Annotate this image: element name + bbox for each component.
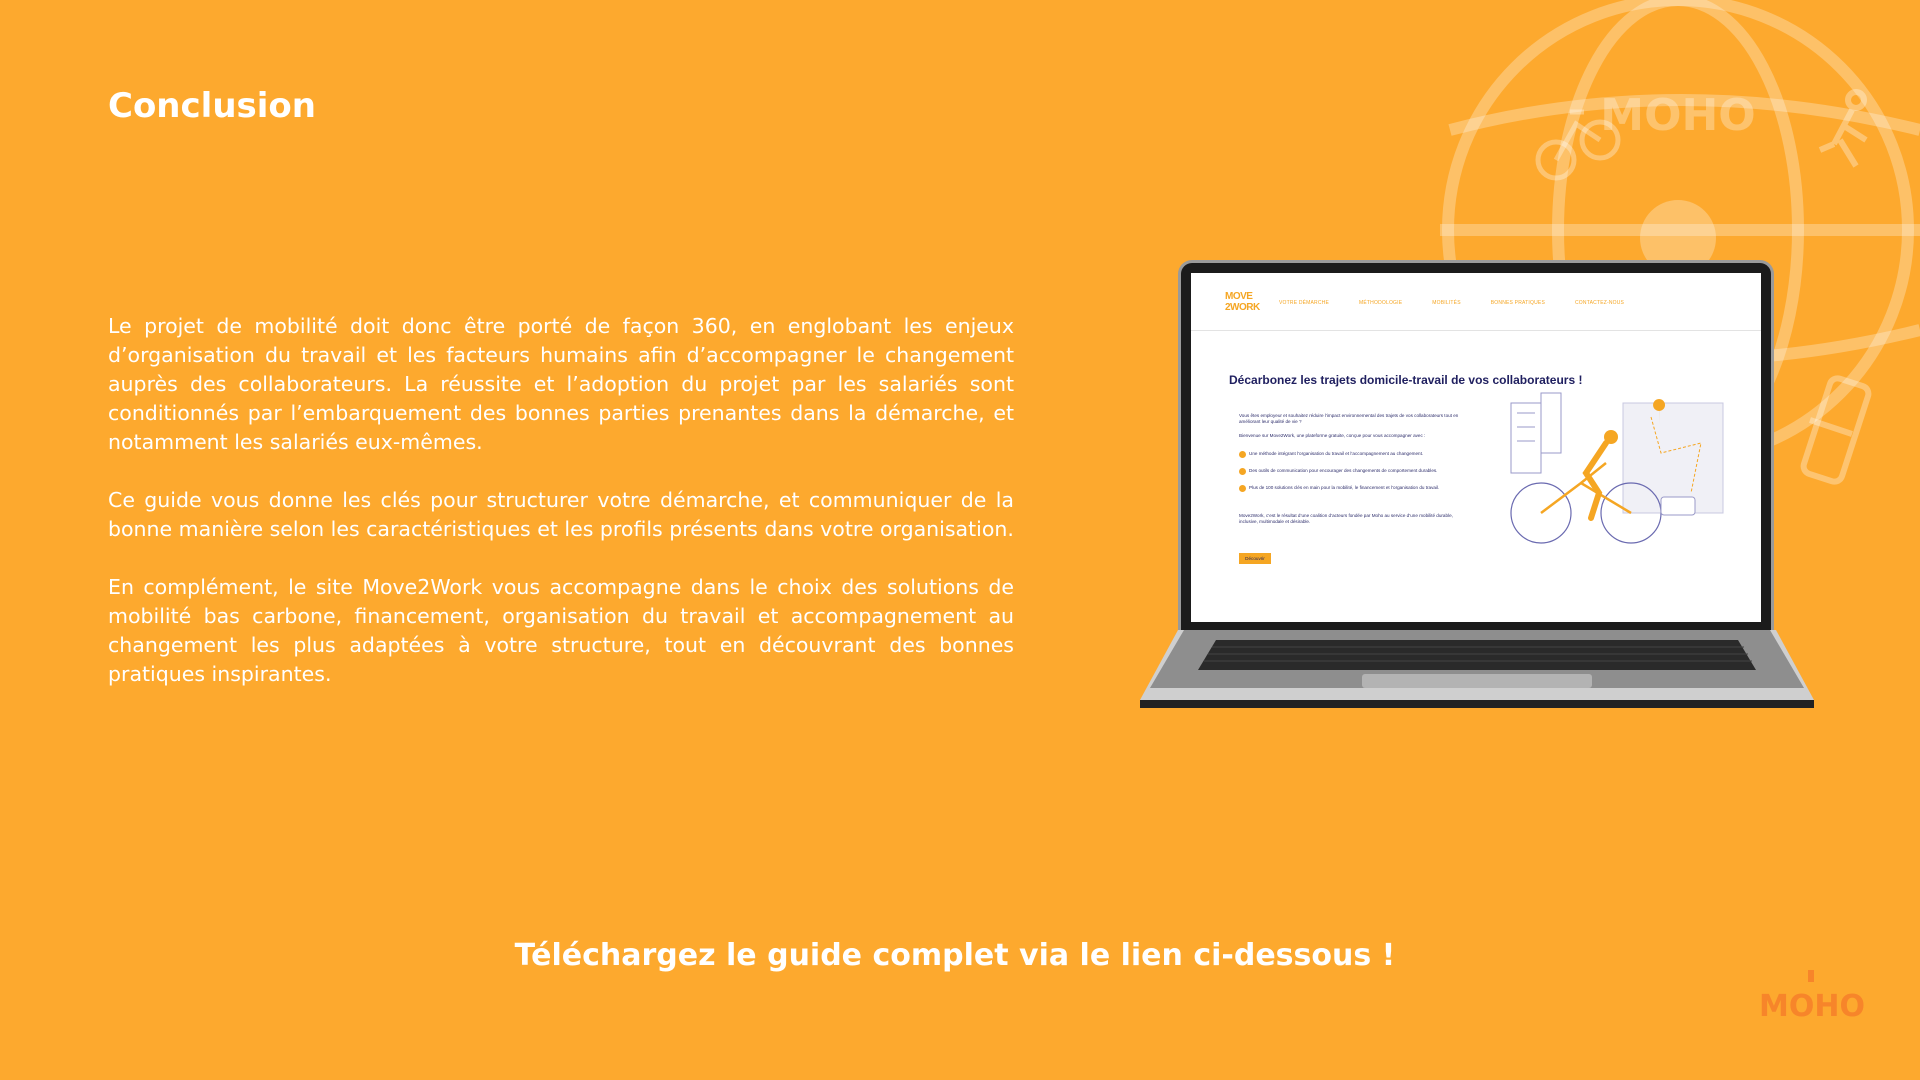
paragraph-2: Ce guide vous donne les clés pour structurer votre démarche, et communiquer de la bonne manière selon les caractéristiques et les profils présents dans votre organisation. — [108, 488, 1014, 541]
website-screenshot — [1191, 273, 1761, 622]
download-cta: Téléchargez le guide complet via le lien ci-dessous ! — [514, 938, 1396, 973]
nav-item-demarche: VOTRE DÉMARCHE — [1279, 300, 1330, 306]
laptop-mockup — [1140, 260, 1814, 720]
website-headline: Décarbonez les trajets domicile-travail de vos collaborateurs ! — [1229, 373, 1583, 387]
moho-logo-icon — [1759, 968, 1865, 1026]
website-navbar — [1191, 273, 1761, 331]
move2work-logo — [1225, 291, 1261, 315]
laptop-lid — [1178, 260, 1774, 638]
watermark-logo: MOHO — [1600, 90, 1756, 141]
nav-item-methodologie: MÉTHODOLOGIE — [1359, 300, 1403, 306]
cyclist-illustration-icon — [1511, 393, 1731, 553]
paragraph-1: Le projet de mobilité doit donc être porté de façon 360, en englobant les enjeux d’organisation du travail et les facteurs humains afin d’accompagner le changement auprès des collaborateurs. La réussite et l’adoption du projet par les salariés sont conditionnés par l’embarquement des bonnes parties prenantes dans la démarche, et notamment les salariés eux-mêmes. — [108, 314, 1014, 454]
body-text — [108, 312, 1014, 718]
logo-top-text: MOVE — [1225, 291, 1253, 302]
website-outro: Move2Work, c’est le résultat d’une coalition d’acteurs fondée par Moho au service d’une mobilité durable, inclusive, multimodale et désirable. — [1239, 513, 1453, 524]
website-intro: Vous êtes employeur et souhaitez réduire l’impact environnemental des trajets de vos collaborateurs tout en améliorant leur qualité de vie ? — [1239, 413, 1459, 424]
website-discover-button: Découvrir — [1239, 553, 1271, 564]
nav-item-mobilites: MOBILITÉS — [1432, 300, 1461, 306]
nav-item-contact: CONTACTEZ-NOUS — [1575, 300, 1625, 306]
nav-item-bonnes-pratiques: BONNES PRATIQUES — [1490, 300, 1545, 306]
website-bullet-3: Plus de 100 solutions clés en main pour la mobilité, le financement et l’organisation du travail. — [1239, 485, 1469, 491]
website-bullet-2: Des outils de communication pour encourager des changements de comportement durables. — [1239, 468, 1469, 474]
logo-bottom-text: 2WORK — [1225, 302, 1260, 313]
page-title: Conclusion — [108, 86, 316, 126]
website-welcome: Bienvenue sur Move2Work, une plateforme gratuite, conçue pour vous accompagner avec : — [1239, 433, 1426, 438]
website-bullet-1: Une méthode intégrant l’organisation du travail et l’accompagnement au changement. — [1239, 451, 1469, 457]
website-nav-items — [1279, 300, 1624, 306]
paragraph-3: En complément, le site Move2Work vous accompagne dans le choix des solutions de mobilité bas carbone, financement, organisation du travail et accompagnement au changement les plus adaptées à votre structure, tout en découvrant des bonnes pratiques inspirantes. — [108, 575, 1014, 686]
corner-logo-text: MOHO — [1759, 989, 1865, 1024]
laptop-keyboard-base — [1140, 630, 1814, 720]
